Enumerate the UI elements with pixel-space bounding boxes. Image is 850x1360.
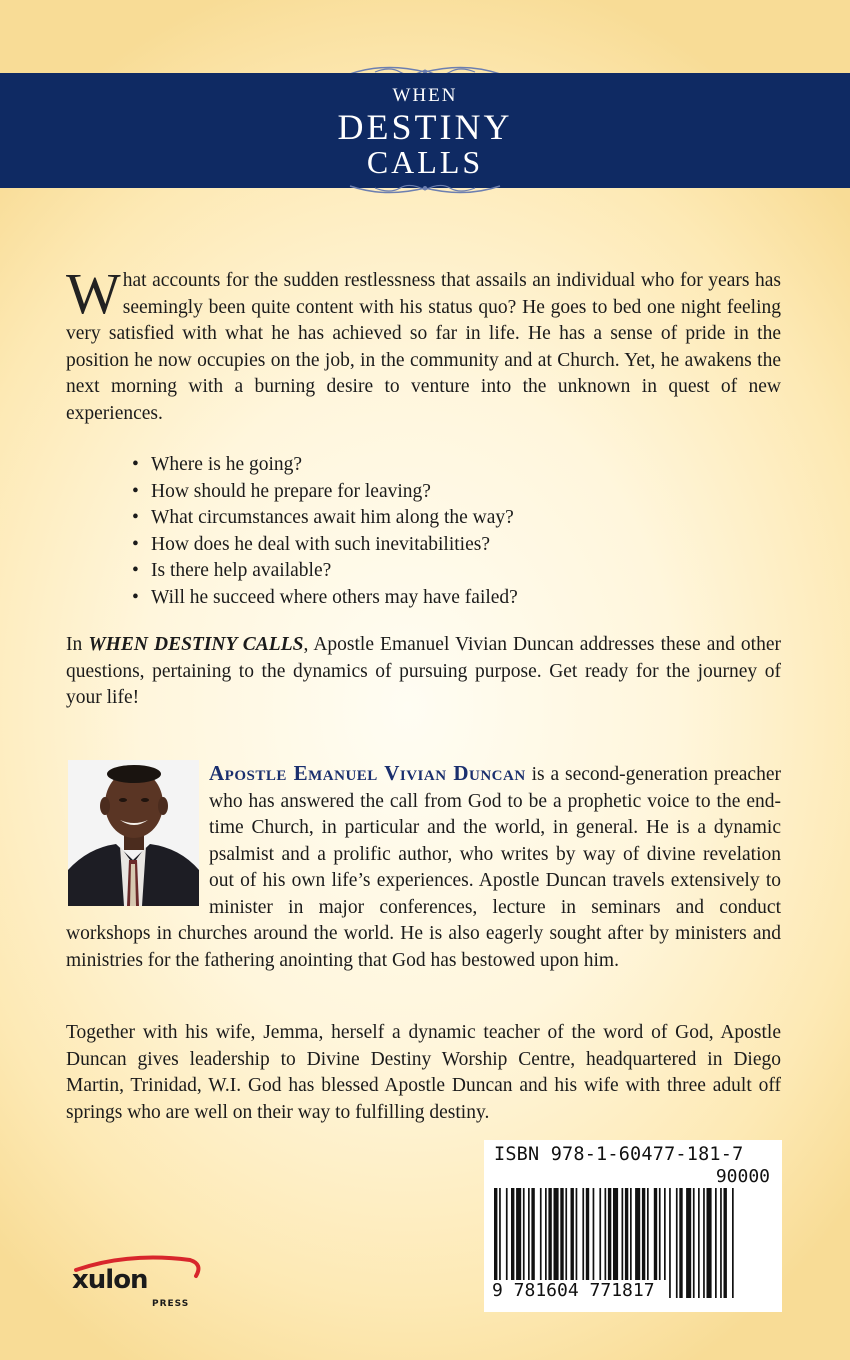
title-line-when: WHEN [392,85,458,106]
list-item: • What circumstances await him along the way? [132,505,732,532]
title-line-destiny: DESTINY [337,107,513,147]
barcode-digits: 9 781604 771817 [492,1280,667,1301]
list-item: • How should he prepare for leaving? [132,479,732,506]
intro-paragraph [66,261,781,427]
family-paragraph: Together with his wife, Jemma, herself a dynamic teacher of the word of God, Apostle Duncan gives leadership to Divine Destiny Worship Centre, headquartered in Diego Martin, Trinidad, W.I. God has blessed Apostle Duncan and his wife with three adult off springs who are well on their way to fulfilling destiny. [66,1022,781,1123]
list-item: • Where is he going? [132,452,732,479]
photo-spacer [66,760,209,915]
list-item: • Will he succeed where others may have failed? [132,585,732,612]
pitch-paragraph [66,632,781,712]
author-bio-text: is a second-generation preacher who has answered the call from God to be a prophetic voice to the end-time Church, in particular and the world, in general. He is a dynamic psalmist and a prolific author, who writes by way of divine revelation out of his own life’s experiences. Apostle Duncan travels extensively to minister in major conferences, lecture in seminars and conduct workshops in churches around the world. He is also eagerly sought after by ministers and ministries for the fathering anointing that God has bestowed upon him. [66,764,781,971]
drop-cap: W [66,261,121,326]
pitch-text: , Apostle Emanuel Vivian Duncan addresses these and other questions, pertaining to the dynamics of pursuing purpose. Get ready for the journey of your life! [66,634,781,708]
pitch-prefix: In [66,634,89,655]
intro-text: hat accounts for the sudden restlessness that assails an individual who for years has seemingly been quite content with his status quo? He goes to bed one night feeling very satisfied with what he has achieved so far in life. He has a sense of pride in the position he now occupies on the job, in the community and at Church. Yet, he awakens the next morning with a burning desire to venture into the unknown in quest of new experiences. [66,270,781,424]
ornament-bottom-icon [345,180,505,200]
publisher-sub: PRESS [152,1299,190,1309]
author-name: Apostle Emanuel Vivian Duncan [209,761,526,785]
price-code: 90000 [715,1166,770,1187]
publisher-name: xulon [72,1265,148,1295]
list-item: • Is there help available? [132,558,732,585]
xulon-press-logo [68,1250,208,1310]
title-line-calls: CALLS [366,144,484,180]
author-bio [66,760,781,974]
book-title: WHEN DESTINY CALLS [88,634,304,655]
isbn-label: ISBN 978-1-60477-181-7 [494,1144,744,1165]
isbn-barcode [484,1140,782,1312]
question-list [132,452,732,611]
list-item: • How does he deal with such inevitabilities? [132,532,732,559]
